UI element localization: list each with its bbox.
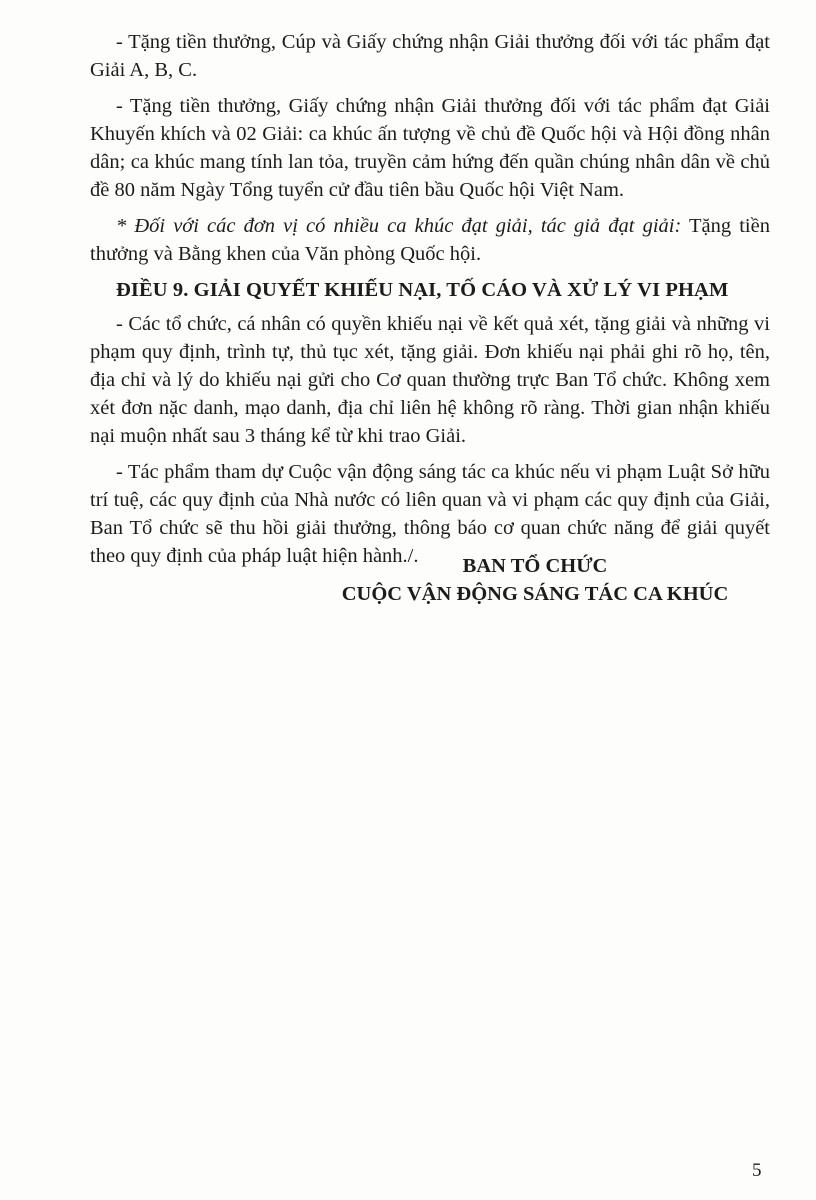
note-lead: * Đối với các đơn vị có nhiều ca khúc đạt giải, tác giả đạt giải: — [116, 215, 682, 237]
signature-org: BAN TỔ CHỨC — [462, 555, 608, 577]
page-number: 5 — [752, 1160, 762, 1181]
award-paragraph-2: - Tặng tiền thưởng, Giấy chứng nhận Giải thưởng đối với tác phẩm đạt Giải Khuyến khích và 02 Giải: ca khúc ấn tượng về chủ đề Quốc hội và Hội đồng nhân dân; ca khúc mang tính lan tỏa, truyền cảm hứng đến quần chúng nhân dân về chủ đề 80 năm Ngày Tổng tuyển cử đầu tiên bầu Quốc hội Việt Nam. — [90, 95, 770, 201]
note-rest: Tặng tiền thưởng và Bằng khen của Văn phòng Quốc hội. — [90, 215, 770, 265]
award-paragraph-1: - Tặng tiền thưởng, Cúp và Giấy chứng nhận Giải thưởng đối với tác phẩm đạt Giải A, B, C. — [90, 31, 770, 81]
article-paragraph-2: - Tác phẩm tham dự Cuộc vận động sáng tác ca khúc nếu vi phạm Luật Sở hữu trí tuệ, các quy định của Nhà nước có liên quan và vi phạm các quy định của Giải, Ban Tổ chức sẽ thu hồi giải thưởng, thông báo cơ quan chức năng để giải quyết theo quy định của pháp luật hiện hành./. — [90, 461, 770, 567]
article-paragraph-1: - Các tổ chức, cá nhân có quyền khiếu nại về kết quả xét, tặng giải và những vi phạm quy định, trình tự, thủ tục xét, tặng giải. Đơn khiếu nại phải ghi rõ họ, tên, địa chỉ và lý do khiếu nại gửi cho Cơ quan thường trực Ban Tổ chức. Không xem xét đơn nặc danh, mạo danh, địa chỉ liên hệ không rõ ràng. Thời gian nhận khiếu nại muộn nhất sau 3 tháng kể từ khi trao Giải. — [90, 313, 770, 447]
document-body — [90, 28, 770, 578]
signature-campaign: CUỘC VẬN ĐỘNG SÁNG TÁC CA KHÚC — [341, 583, 729, 605]
article-heading: ĐIỀU 9. GIẢI QUYẾT KHIẾU NẠI, TỐ CÁO VÀ XỬ LÝ VI PHẠM — [116, 279, 729, 301]
note-paragraph — [90, 212, 770, 268]
signature-block — [335, 552, 735, 608]
